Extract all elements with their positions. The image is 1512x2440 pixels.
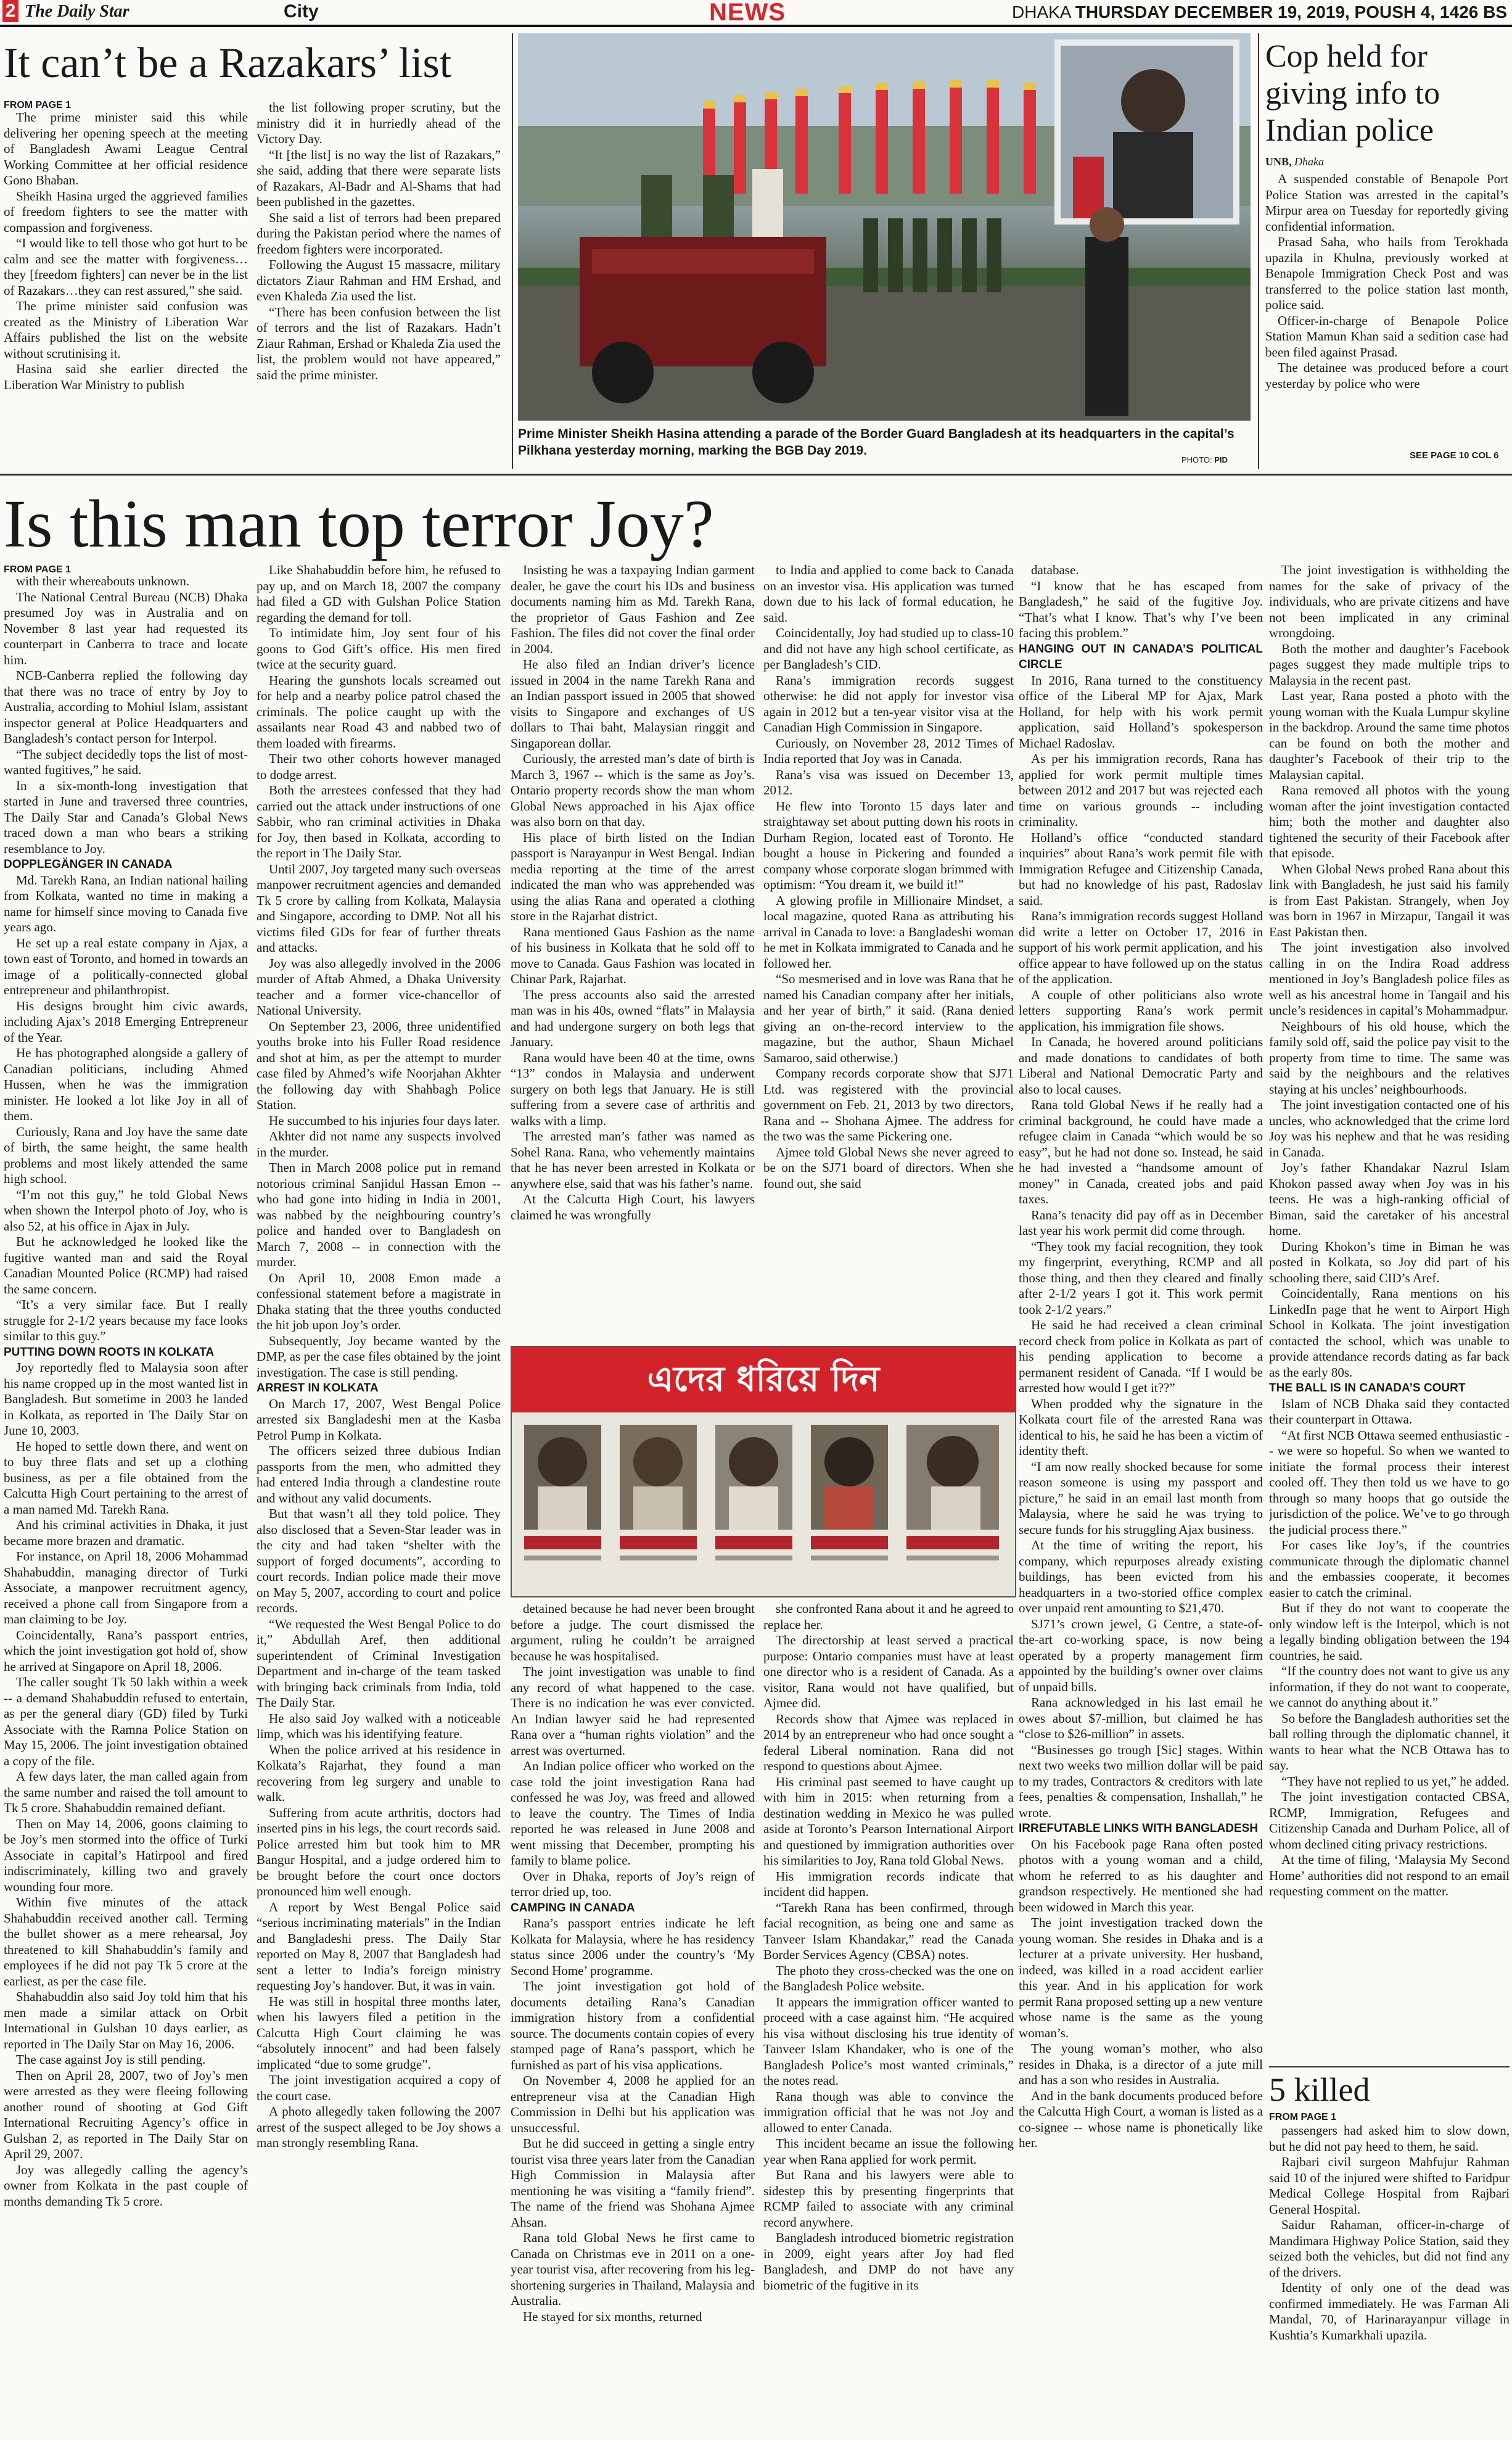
joy-headline: Is this man top terror Joy? bbox=[4, 486, 714, 561]
subheading: THE BALL IS IN CANADA’S COURT bbox=[1269, 1382, 1466, 1395]
killed-headline: 5 killed bbox=[1269, 2071, 1370, 2108]
paragraph: On November 4, 2008 he applied for an entrepreneur visa at the Canadian High Commission in Delhi but his application was unsuccessful. bbox=[511, 2073, 755, 2135]
paragraph: The directorship at least served a practical purpose: Ontario companies must have at least one director who is a resident of Canada. As a visitor, Rana would not have qualified, but Ajmee did. bbox=[763, 1633, 1014, 1710]
paper-name: The Daily Star bbox=[25, 2, 129, 21]
paragraph: A glowing profile in Millionaire Mindset, a local magazine, quoted Rana as attributing his arrival in Canada to love: a Bangladeshi woman he met in Kolkata immigrated to Canada and he followed her. bbox=[763, 892, 1014, 971]
paragraph: Within five minutes of the attack Shahabuddin received another call. Terming the bullet shower as a mere rehearsal, Joy threatened to kill Shahabuddin’s family and employees if he did not pay Tk 5 crore at the earliest, as per the case file. bbox=[4, 1895, 248, 1989]
paragraph: Prasad Saha, who hails from Terokhada upazila in Khulna, previously worked at Benapole Immigration Check Post and was transferred to the police station last month, police said. bbox=[1265, 234, 1508, 312]
poster-title: এদের ধরিয়ে দিন bbox=[512, 1347, 1015, 1412]
razakar-column-1 bbox=[4, 110, 248, 468]
paragraph: But if they do not want to cooperate the only window left is the Interpol, which is not a legally binding obligation between the 194 countries, he said. bbox=[1269, 1601, 1510, 1663]
killed-body bbox=[1269, 2123, 1510, 2436]
paragraph: Then in March 2008 police put in remand notorious criminal Sanjidul Hassan Emon -- who had gone into hiding in India in 2001, was nabbed by the neighbouring country’s police and handed over to Bangladesh on March 7, 2008 -- in connection with the murder. bbox=[257, 1160, 501, 1269]
paragraph: His place of birth listed on the Indian passport is Narayanpur in West Bengal. Indian media reporting at the time of the arrest indicated the man who was apprehended was using the alias Rana and operated a clothing store in the Rajarhat district. bbox=[511, 830, 755, 923]
paragraph: Rana’s immigration records suggest otherwise: he did not apply for investor visa again in 2012 but a ten-year visitor visa at the Canadian High Commission in Singapore. bbox=[763, 672, 1014, 735]
subheading: PUTTING DOWN ROOTS IN KOLKATA bbox=[4, 1345, 215, 1359]
cop-body bbox=[1265, 171, 1508, 448]
paragraph: The prime minister said this while delivering her opening speech at the meeting of Bangladesh Awami League Central Working Committee at her official residence Gono Bhaban. bbox=[4, 110, 248, 188]
paragraph: To intimidate him, Joy sent four of his goons to God Gift’s office. His men fired twice at the security guard. bbox=[257, 625, 501, 672]
paragraph: Saidur Rahaman, officer-in-charge of Mandimara Highway Police Station, said they seized both the vehicles, but did not find any of the drivers. bbox=[1269, 2217, 1510, 2280]
section-label: City bbox=[284, 1, 319, 22]
razakar-column-2 bbox=[257, 100, 501, 468]
dateline-bengali-date: POUSH 4, 1426 BS bbox=[1354, 2, 1507, 22]
paragraph: He hoped to settle down there, and went on to buy three flats and set up a clothing business, as per a file obtained from the Calcutta High Court pertaining to the arrest of a man named Md. Tarekh Rana. bbox=[4, 1438, 248, 1517]
paragraph: He was still in hospital three months later, when his lawyers filed a petition in the Calcutta High Court claiming he was “absolutely innocent” and had been falsely implicated “due to some grudge”. bbox=[257, 1993, 501, 2072]
cop-see-page: SEE PAGE 10 COL 6 bbox=[1410, 450, 1499, 461]
paragraph: The young woman’s mother, who also resides in Dhaka, is a director of a jute mill and has a son who resides in Australia. bbox=[1019, 2041, 1263, 2087]
paragraph: For cases like Joy’s, if the countries communicate through the diplomatic channel and the embassies cooperate, it becomes easier to catch the criminal. bbox=[1269, 1538, 1510, 1600]
subheading: IRREFUTABLE LINKS WITH BANGLADESH bbox=[1019, 1822, 1259, 1835]
paragraph: In a six-month-long investigation that started in June and traversed three countries, The Daily Star and Canada’s Global News traced down a man who bears a striking resemblance to Joy. bbox=[4, 778, 248, 856]
paragraph: At the time of filing, ‘Malaysia My Second Home’ authorities did not respond to an email requesting comment on the matter. bbox=[1269, 1852, 1510, 1898]
paragraph: “I would like to tell those who got hurt to be calm and see the matter with forgiveness…they [freedom fighters] can never be in the list of Razakars…they can rest assured,” she said. bbox=[4, 236, 248, 298]
paragraph: NCB-Canberra replied the following day that there was no trace of entry by Joy to Australia, according to Mohiul Islam, assistant inspector general at Police Headquarters and Bangladesh’s contact person for Interpol. bbox=[4, 668, 248, 746]
paragraph: But he acknowledged he looked like the fugitive wanted man and said the Royal Canadian Mounted Police (RCMP) had raised the same concern. bbox=[4, 1234, 248, 1296]
joy-column-1 bbox=[4, 574, 248, 2436]
paragraph: On September 23, 2006, three unidentified youths broke into his Fuller Road residence and shot at him, as per the attempt to murder case filed by Ahmed’s wife Noorjahan Akhter the following day with Shahbagh Police Station. bbox=[257, 1018, 501, 1112]
bgb-parade-photo bbox=[518, 33, 1251, 421]
paragraph: A photo allegedly taken following the 2007 arrest of the suspect alleged to be Joy shows a man strongly resembling Rana. bbox=[257, 2104, 501, 2150]
paragraph: A suspended constable of Benapole Port Police Station was arrested in the capital’s Mirpur area on Tuesday for reportedly giving confidential information. bbox=[1265, 171, 1508, 234]
paragraph: Curiously, on November 28, 2012 Times of India reported that Joy was in Canada. bbox=[763, 735, 1014, 766]
paragraph: database. bbox=[1031, 563, 1079, 577]
paragraph: She said a list of terrors had been prepared during the Pakistan period where the names of freedom fighters were incorporated. bbox=[257, 210, 501, 257]
paragraph: He has photographed alongside a gallery of Canadian politicians, including Ahmed Hussen, when he was the immigration minister. He looked a lot like Joy in all of them. bbox=[4, 1045, 248, 1123]
paragraph: The National Central Bureau (NCB) Dhaka presumed Joy was in Australia and on November 8 last year had requested its counterpart in Canberra to trace and locate him. bbox=[4, 589, 248, 667]
poster-mugshots bbox=[512, 1412, 1015, 1596]
paragraph: The joint investigation tracked down the young woman. She resides in Dhaka and is a lecturer at a private university. Her husband, indeed, was killed in a road accident earlier this year. And in his application for work permit Rana proposed setting up a new venture whose name is the same as the young woman’s. bbox=[1019, 1915, 1263, 2040]
paragraph: Coincidentally, Rana’s passport entries, which the joint investigation got hold of, show he arrived at Singapore on April 18, 2006. bbox=[4, 1627, 248, 1674]
paragraph: “I am now really shocked because for some reason someone is using my passport and picture,” he said in an email last month from Malaysia, where he said he was trying to secure funds for his struggling Ajax business. bbox=[1019, 1459, 1263, 1537]
paragraph: Sheikh Hasina urged the aggrieved families of freedom fighters to see the matter with compassion and forgiveness. bbox=[4, 188, 248, 235]
paragraph: And in the bank documents produced before the Calcutta High Court, a woman is listed as a co-signee -- whose name is phonetically like her. bbox=[1019, 2088, 1263, 2150]
paragraph: Joy was allegedly calling the agency’s owner from Kolkata in the past couple of months demanding Tk 5 crore. bbox=[4, 2162, 248, 2209]
paragraph: Until 2007, Joy targeted many such overseas manpower recruitment agencies and demanded Tk 5 crore by calling from Kolkata, Malaysia and Singapore, according to DMP. Not all his victims filed GDs for fear of further threats and attacks. bbox=[257, 861, 501, 955]
paragraph: Last year, Rana posted a photo with the young woman with the Kuala Lumpur skyline in the backdrop. Around the same time photos can be found on both the mother and daughter’s Facebook of their trip to the Malaysian capital. bbox=[1269, 688, 1510, 782]
paragraph: Neighbours of his old house, which the family sold off, said the police pay visit to the property from time to time. The same was said by the neighbours and the relatives staying at his uncles’ neighbourhoods. bbox=[1269, 1018, 1510, 1097]
paragraph: Identity of only one of the dead was confirmed immediately. He was Farman Ali Mandal, 70, of Harinarayanpur village in Kushtia’s Kumarkhali upazila. bbox=[1269, 2280, 1510, 2343]
paragraph: Subsequently, Joy became wanted by the DMP, as per the case files obtained by the joint investigation. The case is still pending. bbox=[257, 1333, 501, 1380]
paragraph: An Indian police officer who worked on the case told the joint investigation Rana had confessed he was Joy, was freed and allowed to leave the country. The Times of India reported he was released in June 2008 and went missing that December, prompting his family to blame police. bbox=[511, 1758, 755, 1868]
paragraph: At the time of writing the report, his company, which repurposes already existing buildings, has been evicted from his headquarters in a two-storied office complex over unpaid rent amounting to $21,470. bbox=[1019, 1538, 1263, 1615]
paragraph: For instance, on April 18, 2006 Mohammad Shahabuddin, managing director of Turki Associate, a manpower recruitment agency, received a phone call from Singapore from a man claiming to be Joy. bbox=[4, 1549, 248, 1626]
paragraph: Rana removed all photos with the young woman after the joint investigation contacted him; both the mother and daughter also tightened the security of their Facebook after that episode. bbox=[1269, 783, 1510, 860]
paragraph: Rana told Global News he first came to Canada on Christmas eve in 2011 on a one-year tourist visa, after recovering from his leg-shortening surgeries in Thailand, Malaysia and Australia. bbox=[511, 2230, 755, 2308]
paragraph: The caller sought Tk 50 lakh within a week -- a demand Shahabuddin refused to entertain, as per the general diary (GD) filed by Turki Associate with the Ramna Police Station on May 15, 2006. The joint investigation obtained a copy of the file. bbox=[4, 1675, 248, 1768]
paragraph: On April 10, 2008 Emon made a confessional statement before a magistrate in Dhaka stating that the three youths conducted the hit job upon Joy’s order. bbox=[257, 1270, 501, 1332]
paragraph: But Rana and his lawyers were able to sidestep this by presenting fingerprints that RCMP failed to associate with any criminal record anywhere. bbox=[763, 2167, 1014, 2230]
paragraph: “Businesses go trough [Sic] stages. Within next two weeks two million dollar will be paid to my trades, Contractors & creditors with late fees, penalties & compensation, Inshallah,” he wrote. bbox=[1019, 1742, 1263, 1820]
paragraph: Both the mother and daughter’s Facebook pages suggest they made multiple trips to Malaysia in the recent past. bbox=[1269, 641, 1510, 688]
paragraph: Then on May 14, 2006, goons claiming to be Joy’s men stormed into the office of Turki Associate in capital’s Hatirpool and fired indiscriminately, killing two and gravely wounding four more. bbox=[4, 1816, 248, 1894]
paragraph: “If the country does not want to give us any information, if they do not want to cooperate, we cannot do anything about it.” bbox=[1269, 1663, 1510, 1710]
joy-column-2 bbox=[257, 563, 501, 2436]
paragraph: Rana’s immigration records suggest Holland did write a letter on October 17, 2016 in support of his work permit application, and his office appear to have followed up on the status of the application. bbox=[1019, 909, 1263, 986]
paragraph: Coincidentally, Rana mentions on his LinkedIn page that he went to Airport High School in Kolkata. The joint investigation contacted the school, which was unable to provide attendance records dating as far back as the early 80s. bbox=[1269, 1286, 1510, 1380]
paragraph: “They took my facial recognition, they took my fingerprint, everything, RCMP and all those thing, and then they cleared and finally after 2-1/2 years I got it. This work permit took 2-1/2 years.” bbox=[1019, 1239, 1263, 1317]
paragraph: to India and applied to come back to Canada on an investor visa. His application was turned down due to his lack of formal education, he said. bbox=[763, 563, 1014, 625]
paragraph: “So mesmerised and in love was Rana that he named his Canadian company after her initials, and her year of birth,” it said. (Rana denied giving an on-the-record interview to the magazine, but the author, Shaun Michael Samaroo, said otherwise.) bbox=[763, 971, 1014, 1065]
paragraph: Rana’s visa was issued on December 13, 2012. bbox=[763, 767, 1014, 798]
paragraph: Rana acknowledged in his last email he owes about $7-million, but claimed he has “close to $26-million” in assets. bbox=[1019, 1695, 1263, 1741]
photo-credit-source: PID bbox=[1214, 455, 1228, 464]
paragraph: “At first NCB Ottawa seemed enthusiastic -- we were so hopeful. So when we wanted to initiate the formal process their interest cooled off. They then told us we have to go through so many hoops that go outside the jurisdiction of the police. We’ve to go through the judicial process there.” bbox=[1269, 1427, 1510, 1537]
dateline bbox=[1012, 2, 1507, 22]
paragraph: The joint investigation contacted one of his uncles, who acknowledged that the crime lord Joy was his nephew and that he was residing in Canada. bbox=[1269, 1097, 1510, 1160]
paragraph: At the Calcutta High Court, his lawyers claimed he was wrongfully bbox=[511, 1192, 755, 1222]
razakar-from-page: FROM PAGE 1 bbox=[4, 100, 72, 110]
subheading: CAMPING IN CANADA bbox=[511, 1901, 635, 1914]
cop-byline-place: Dhaka bbox=[1294, 155, 1325, 168]
paragraph: Company records corporate show that SJ71 Ltd. was registered with the provincial government on Feb. 21, 2013 by two directors, Rana and -- Shohana Ajmee. The address for the two was the same Pickering one. bbox=[763, 1066, 1014, 1144]
joy-column-3-top bbox=[511, 563, 755, 1341]
paragraph: Joy was also allegedly involved in the 2006 murder of Aftab Ahmed, a Dhaka University teacher and a former vice-chancellor of National University. bbox=[257, 955, 501, 1018]
paragraph: Islam of NCB Dhaka said they contacted their counterpart in Ottawa. bbox=[1269, 1396, 1510, 1427]
paragraph: The arrested man’s father was named as Sohel Rana. Rana, who vehemently maintains that he has never been arrested in Kolkata or anywhere else, said that was his father’s name. bbox=[511, 1129, 755, 1191]
paragraph: Over in Dhaka, reports of Joy’s reign of terror dried up, too. bbox=[511, 1868, 755, 1899]
paragraph: Curiously, Rana and Joy have the same date of birth, the same height, the same health problems and most likely attended the same high school. bbox=[4, 1124, 248, 1186]
paragraph: SJ71’s crown jewel, G Centre, a state-of-the-art co-working space, is now being operated by a property management firm appointed by the building’s owner over claims of unpaid bills. bbox=[1019, 1616, 1263, 1694]
paragraph: Rana’s passport entries indicate he left Kolkata for Malaysia, where he has residency status since 2006 under the country’s ‘My Second Home’ programme. bbox=[511, 1916, 755, 1978]
photo-credit bbox=[1181, 455, 1228, 464]
paragraph: He set up a real estate company in Ajax, a town east of Toronto, and homed in towards an image of a politically-connected global entrepreneur and philanthropist. bbox=[4, 935, 248, 997]
paragraph: The photo they cross-checked was the one on the Bangladesh Police website. bbox=[763, 1963, 1014, 1993]
paragraph: The joint investigation contacted CBSA, RCMP, Immigration, Refugees and Citizenship Canada and Durham Police, all of whom declined citing privacy restrictions. bbox=[1269, 1789, 1510, 1852]
paragraph: He succumbed to his injuries four days later. bbox=[269, 1113, 500, 1128]
section-rule bbox=[0, 474, 1512, 476]
dateline-date: THURSDAY DECEMBER 19, 2019, bbox=[1075, 2, 1350, 22]
paragraph: In Canada, he hovered around politicians and made donations to candidates of both Liberal and National Democratic Party and also to local causes. bbox=[1019, 1034, 1263, 1097]
paragraph: Md. Tarekh Rana, an Indian national hailing from Kolkata, wanted no time in making a name for himself since moving to Canada five years ago. bbox=[4, 872, 248, 934]
paragraph: Akhter did not name any suspects involved in the murder. bbox=[257, 1129, 501, 1160]
section-rule bbox=[1269, 2066, 1510, 2067]
paragraph: “There has been confusion between the list of terrors and the list of Razakars. Hadn’t Ziaur Rahman, Ershad or Khaleda Zia used the list, the problem would not have appeared,” said the prime minister. bbox=[257, 304, 501, 382]
photo-credit-label: PHOTO: bbox=[1181, 455, 1212, 464]
paragraph: And his criminal activities in Dhaka, it just became more brazen and dramatic. bbox=[4, 1517, 248, 1548]
paragraph: He stayed for six months, returned bbox=[523, 2309, 702, 2324]
joy-column-4-bottom bbox=[763, 1601, 1014, 2436]
paragraph: In 2016, Rana turned to the constituency office of the Liberal MP for Ajax, Mark Holland, for help with his work permit application, said Holland’s spokesperson Michael Radoslav. bbox=[1019, 672, 1263, 751]
paragraph: Rajbari civil surgeon Mahfujur Rahman said 10 of the injured were shifted to Faridpur Medical College Hospital from Rajbari General Hospital. bbox=[1269, 2154, 1510, 2217]
paragraph: Joy reportedly fled to Malaysia soon after his name cropped up in the most wanted list in Bangladesh. But sometime in 2003 he landed in Kolkata, as reported in The Daily Star on June 10, 2003. bbox=[4, 1360, 248, 1438]
joy-from-page: FROM PAGE 1 bbox=[4, 564, 72, 575]
paragraph: This incident became an issue the following year when Rana applied for work permit. bbox=[763, 2136, 1014, 2167]
paragraph: Bangladesh introduced biometric registration in 2009, eight years after Joy had fled Bangladesh, and DMP do not have any biometric of the fugitive in its bbox=[763, 2230, 1014, 2293]
paragraph: passengers had asked him to slow down, but he did not pay heed to them, he said. bbox=[1269, 2123, 1510, 2154]
paragraph: A report by West Bengal Police said “serious incriminating materials” in the Indian and Bangladeshi press. The Daily Star reported on May 8, 2007 that Bangladesh had sent a letter to India’s foreign ministry requesting Joy’s handover. But, it was in vain. bbox=[257, 1899, 501, 1993]
paragraph: Both the arrestees confessed that they had carried out the attack under instructions of one Sabbir, who ran criminal activities in Dhaka for Joy, then based in Kolkata, according to the report in The Daily Star. bbox=[257, 783, 501, 860]
column-rule bbox=[512, 33, 513, 469]
paragraph: Then on April 28, 2007, two of Joy’s men were arrested as they were fleeing following another round of shooting at God Gift International Recruiting Agency’s office in Gulshan 2, as reported in The Daily Star on April 29, 2007. bbox=[4, 2067, 248, 2161]
paragraph: The joint investigation also involved calling in on the Indira Road address mentioned in Joy’s Bangladesh police files as well as his ancestral home in Tangail and his uncle’s residences in capital’s Mohammadpur. bbox=[1269, 940, 1510, 1018]
paragraph: So before the Bangladesh authorities set the ball rolling through the diplomatic channel, it wants to hear what the NCB Ottawa has to say. bbox=[1269, 1710, 1510, 1773]
paragraph: Hearing the gunshots locals screamed out for help and a nearby police patrol chased the criminals. The police caught up with the assailants near Road 43 and nabbed two of them loaded with firearms. bbox=[257, 672, 501, 751]
paragraph: “I know that he has escaped from Bangladesh,” he said of the fugitive Joy. “That’s what I know. That’s why I’ve been facing this problem.” bbox=[1019, 578, 1263, 640]
paragraph: Like Shahabuddin before him, he refused to pay up, and on March 18, 2007 the company had filed a GD with Gulshan Police Station regarding the demand for toll. bbox=[257, 563, 501, 625]
paragraph: “The subject decidedly tops the list of most-wanted fugitives,” he said. bbox=[4, 746, 248, 777]
paragraph: Officer-in-charge of Benapole Police Station Mamun Khan said a sedition case had been filed against Prasad. bbox=[1265, 313, 1508, 360]
paragraph: The detainee was produced before a court yesterday by police who were bbox=[1265, 360, 1508, 391]
cop-headline: Cop held for giving info to Indian police bbox=[1265, 39, 1440, 148]
paragraph: The prime minister said confusion was created as the Ministry of Liberation War Affairs published the list on the website without scrutinising it. bbox=[4, 299, 248, 361]
paragraph: Holland’s office “conducted standard inquiries” about Rana’s work permit file with Immigration Refugee and Citizenship Canada, but had no knowledge of his past, Radoslav said. bbox=[1019, 830, 1263, 908]
cop-byline bbox=[1265, 155, 1324, 168]
paragraph: But that wasn’t all they told police. They also disclosed that a Seven-Star leader was in the city and had taken “shelter with the support of forged documents”, according to court records. Indian police made their move on May 5, 2007, according to court and police records. bbox=[257, 1506, 501, 1615]
subheading: DOPPLEGÄNGER IN CANADA bbox=[4, 858, 173, 871]
paragraph: “It [the list] is no way the list of Razakars,” she said, adding that there were separate lists of Razakars, Al-Badr and Al-Shams that had been published in the gazettes. bbox=[257, 147, 501, 209]
paragraph: “They have not replied to us yet,” he added. bbox=[1281, 1773, 1510, 1789]
paragraph: But he did succeed in getting a single entry tourist visa three years later from the Canadian High Commission in Malaysia after mentioning he was visiting a “family friend”. The name of the friend was Shohana Ajmee Ahsan. bbox=[511, 2136, 755, 2230]
joy-column-4-top bbox=[763, 563, 1014, 1341]
paragraph: Curiously, the arrested man’s date of birth is March 3, 1967 -- which is the same as Joy’s. Ontario property records show the man whom Global News approached in his Ajax office was also born on that day. bbox=[511, 751, 755, 829]
news-label: NEWS bbox=[709, 0, 786, 26]
wanted-poster-image bbox=[511, 1346, 1016, 1597]
paragraph: detained because he had never been brought before a judge. The court dismissed the argument, ruling he couldn’t be arraigned because he was hospitalised. bbox=[511, 1601, 755, 1663]
paragraph: The press accounts also said the arrested man was in his 40s, owned “flats” in Malaysia and had undergone surgery on both legs that January. bbox=[511, 987, 755, 1049]
paragraph: Their two other cohorts however managed to dodge arrest. bbox=[257, 751, 501, 782]
joy-column-5 bbox=[1019, 563, 1263, 2436]
joy-column-6 bbox=[1269, 563, 1510, 2061]
paragraph: Insisting he was a taxpaying Indian garment dealer, he gave the court his IDs and business documents naming him as Md. Tarekh Rana, the proprietor of Gaus Fashion and Zee Fashion. The files did not cover the final order in 2004. bbox=[511, 563, 755, 656]
paragraph: Suffering from acute arthritis, doctors had inserted pins in his legs, the court records said. Police arrested him but took him to MR Bangur Hospital, and a judge ordered him to be brought before the court once doctors pronounced him well enough. bbox=[257, 1805, 501, 1898]
paragraph: The officers seized three dubious Indian passports from the men, who admitted they had entered India through a clandestine route and without any valid documents. bbox=[257, 1443, 501, 1506]
paragraph: His criminal past seemed to have caught up with him in 2015: when returning from a destination wedding in Mexico he was pulled aside at Toronto’s Pearson International Airport and questioned by immigration authorities over his similarities to Joy, Rana told Global News. bbox=[763, 1774, 1014, 1868]
paragraph: Records show that Ajmee was replaced in 2014 by an entrepreneur who had once sought a federal Liberal nomination. Rana did not respond to questions about Ajmee. bbox=[763, 1711, 1014, 1773]
paragraph: He flew into Toronto 15 days later and straightaway set about putting down his roots in Durham Region, located east of Toronto. He bought a house in Pickering and founded a company whose corporate slogan brimmed with optimism: “You dream it, we build it!” bbox=[763, 798, 1014, 892]
paragraph: A couple of other politicians also wrote letters supporting Rana’s work permit application, his immigration file shows. bbox=[1019, 987, 1263, 1034]
paragraph: Rana would have been 40 at the time, owns “13” condos in Malaysia and underwent surgery on both legs that January. He is still suffering from a severe case of arthritis and walks with a limp. bbox=[511, 1050, 755, 1128]
paragraph: When Global News probed Rana about this link with Bangladesh, he just said his family is from East Pakistan. Strangely, when Joy was born in 1967 in Mirzapur, Tangail it was East Pakistan then. bbox=[1269, 861, 1510, 939]
paragraph: He also filed an Indian driver’s licence issued in 2004 in the name Tarekh Rana and an Indian passport issued in 2005 that showed visits to Singapore and exchanges of US dollars to Thai baht, Malaysian ringgit and Singaporean dollar. bbox=[511, 657, 755, 751]
cop-byline-agency: UNB, bbox=[1265, 155, 1292, 168]
paragraph: Coincidentally, Joy had studied up to class-10 and did not have any high school certificate, as per Bangladesh’s CID. bbox=[763, 625, 1014, 672]
page-number: 2 bbox=[2, 0, 18, 22]
paragraph: The joint investigation was unable to find any record of what happened to the case. There is no indication he was ever convicted. An Indian lawyer said he had represented Rana over a “human rights violation” and the arrest was overturned. bbox=[511, 1664, 755, 1758]
paragraph: A few days later, the man called again from the same number and raised the toll amount to Tk 5 crore. Shahabuddin remained defiant. bbox=[4, 1769, 248, 1815]
masthead bbox=[0, 0, 1512, 27]
paragraph: On his Facebook page Rana often posted photos with a young woman and a child, whom he referred to as his daughter and grandson respectively. He mentioned she had been widowed in March this year. bbox=[1019, 1836, 1263, 1914]
paragraph: “We requested the West Bengal Police to do it,” Abdullah Aref, then additional superintendent of Criminal Investigation Department and in-charge of the team tasked with bringing back criminals from India, told The Daily Star. bbox=[257, 1616, 501, 1710]
paragraph: Rana told Global News if he really had a criminal background, he could have made a refugee claim in Canada “which would be so easy”, but he had not done so. Instead, he said he had invested a “handsome amount of money” in Canada, created jobs and paid taxes. bbox=[1019, 1097, 1263, 1206]
subheading: ARREST IN KOLKATA bbox=[257, 1382, 379, 1395]
paragraph: The case against Joy is still pending. bbox=[16, 2052, 206, 2067]
bgb-parade-illustration bbox=[518, 33, 1251, 421]
paragraph: His immigration records indicate that incident did happen. bbox=[763, 1868, 1014, 1899]
paragraph: Rana though was able to convince the immigration official that he was not Joy and allowed to enter Canada. bbox=[763, 2088, 1014, 2135]
paragraph: Rana mentioned Gaus Fashion as the name of his business in Kolkata that he sold off to move to Canada. Gaus Fashion was located in Chinar Park, Rajarhat. bbox=[511, 924, 755, 986]
dateline-city: DHAKA bbox=[1012, 2, 1070, 22]
joy-column-3-bottom bbox=[511, 1601, 755, 2436]
paragraph: When prodded why the signature in the Kolkata court file of the arrested Rana was identical to his, he said he has been a victim of identity theft. bbox=[1019, 1396, 1263, 1458]
paragraph: When the police arrived at his residence in Kolkata’s Rajarhat, they found a man recovering from leg surgery and unable to walk. bbox=[257, 1742, 501, 1804]
photo-caption: Prime Minister Sheikh Hasina attending a parade of the Border Guard Bangladesh at its headquarters in the capital’s Pilkhana yesterday morning, marking the BGB Day 2019. bbox=[518, 427, 1235, 458]
paragraph: Ajmee told Global News she never agreed to be on the SJ71 board of directors. When she found out, she said bbox=[763, 1144, 1014, 1191]
paragraph: Following the August 15 massacre, military dictators Ziaur Rahman and HM Ershad, and even Khaleda Zia used the list. bbox=[257, 257, 501, 303]
column-rule bbox=[1258, 33, 1259, 469]
paragraph: Shahabuddin also said Joy told him that his men made a similar attack on Orbit International in Gulshan 10 days earlier, as reported in The Daily Star on May 16, 2006. bbox=[4, 1989, 248, 2051]
killed-from-page: FROM PAGE 1 bbox=[1269, 2112, 1337, 2122]
paragraph: During Khokon’s time in Biman he was posted in Kolkata, so Joy did part of his schooling there, said CID’s Aref. bbox=[1269, 1239, 1510, 1285]
paragraph: “It’s a very similar face. But I really struggle for 2-1/2 years because my face looks similar to this guy.” bbox=[4, 1297, 248, 1343]
paragraph: Joy’s father Khandakar Nazrul Islam Khokon passed away when Joy was in his teens. He was a high-ranking official of Biman, said the caretaker of his ancestral home. bbox=[1269, 1160, 1510, 1238]
paragraph: He said he had received a clean criminal record check from police in Kolkata as part of his pending application to become a permanent resident of Canada. “If I would be arrested how would I get it??” bbox=[1019, 1317, 1263, 1395]
paragraph: He also said Joy walked with a noticeable limp, which was his identifying feature. bbox=[257, 1710, 501, 1741]
paragraph: the list following proper scrutiny, but the ministry did it in hurriedly ahead of the Victory Day. bbox=[257, 100, 501, 146]
subheading: HANGING OUT IN CANADA’S POLITICAL CIRCLE bbox=[1019, 642, 1263, 671]
paragraph: As per his immigration records, Rana has applied for work permit multiple times between 2012 and 2017 but was rejected each time on various grounds -- including criminality. bbox=[1019, 751, 1263, 829]
paragraph: “I’m not this guy,” he told Global News when shown the Interpol photo of Joy, who is also 52, at his office in Ajax in July. bbox=[4, 1187, 248, 1234]
paragraph: On March 17, 2007, West Bengal Police arrested six Bangladeshi men at the Kasba Petrol Pump in Kolkata. bbox=[257, 1396, 501, 1443]
paragraph: with their whereabouts unknown. bbox=[16, 574, 190, 588]
paragraph: The joint investigation acquired a copy of the court case. bbox=[257, 2072, 501, 2103]
paragraph: Rana’s tenacity did pay off as in December last year his work permit did come through. bbox=[1019, 1207, 1263, 1238]
paragraph: Hasina said she earlier directed the Liberation War Ministry to publish bbox=[4, 361, 248, 392]
paragraph: “Tarekh Rana has been confirmed, through facial recognition, as being one and same as Tanveer Islam Khandakar,” read the Canada Border Services Agency (CBSA) notes. bbox=[763, 1900, 1014, 1962]
paragraph: The joint investigation is withholding the names for the sake of privacy of the individuals, who are private citizens and have not been implicated in any criminal wrongdoing. bbox=[1269, 563, 1510, 640]
razakar-headline: It can’t be a Razakars’ list bbox=[4, 39, 452, 87]
paragraph: It appears the immigration officer wanted to proceed with a case against him. “He acquired his visa without disclosing his true identity of Tanveer Islam Khandaker, who is one of the Bangladesh Police’s most wanted criminals,” the notes read. bbox=[763, 1994, 1014, 2088]
paragraph: she confronted Rana about it and he agreed to replace her. bbox=[763, 1601, 1014, 1632]
paragraph: His designs brought him civic awards, including Ajax’s 2018 Emerging Entrepreneur of the Year. bbox=[4, 998, 248, 1045]
paragraph: The joint investigation got hold of documents detailing Rana’s Canadian immigration history from a confidential source. The documents contain copies of every stamped page of Rana’s passport, which he furnished as part of his visa applications. bbox=[511, 1979, 755, 2072]
